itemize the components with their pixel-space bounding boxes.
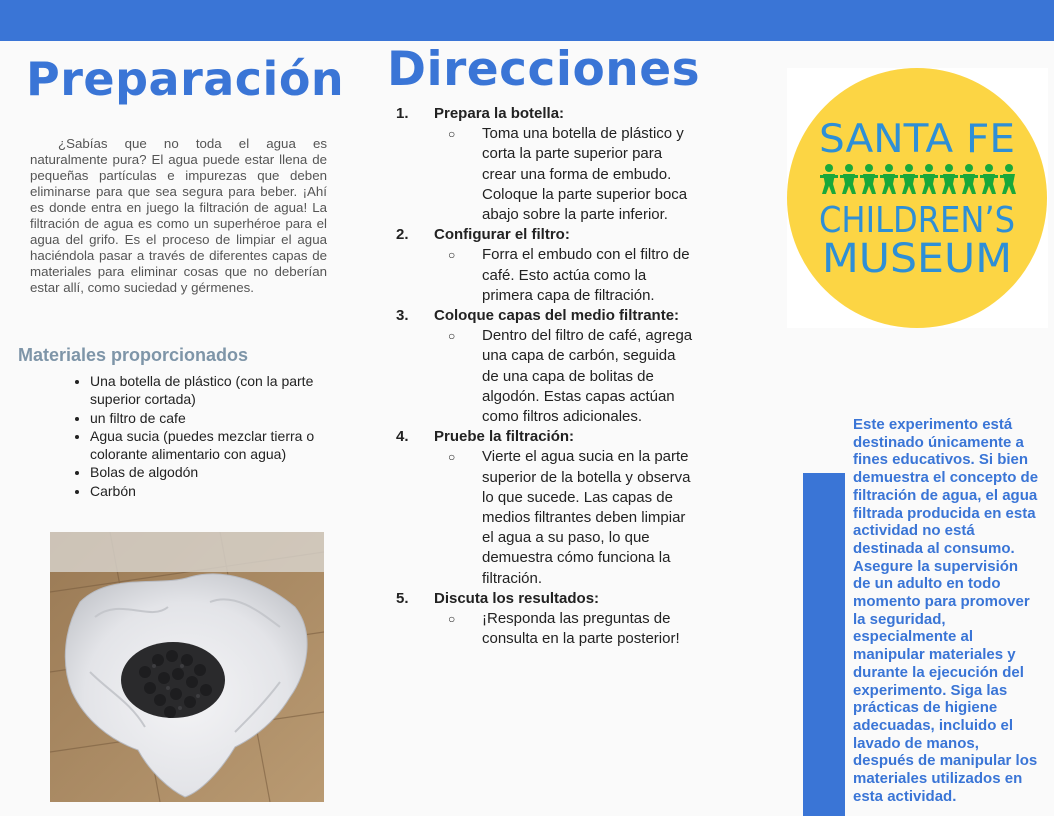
step-item xyxy=(396,427,696,589)
list-item: • Bolas de algodón xyxy=(90,463,325,481)
step-title: Coloque capas del medio filtrante: xyxy=(434,307,680,325)
accent-bar xyxy=(803,473,845,816)
materials-heading: Materiales proporcionados xyxy=(18,345,249,365)
list-item: • Una botella de plástico (con la parte superior cortada) xyxy=(90,372,325,409)
step-detail: Vierte el agua sucia en la parte superior de la botella y observa lo que sucede. Las capas de medios filtrantes deben limpiar el agua a su paso, lo que demuestra cómo funciona la filtración. xyxy=(482,448,691,587)
list-item: • Carbón xyxy=(90,482,325,500)
step-number: 2. xyxy=(396,226,409,244)
step-detail: Forra el embudo con el filtro de café. Esto actúa como la primera capa de filtración. xyxy=(482,246,690,304)
step-item xyxy=(396,306,696,427)
step-detail: Toma una botella de plástico y corta la parte superior para crear una forma de embudo. Coloque la parte superior boca abajo sobre la parte inferior. xyxy=(482,125,688,224)
logo-circle xyxy=(787,68,1047,328)
step-detail: Dentro del filtro de café, agrega una capa de carbón, seguida de una capa de bolitas de algodón. Estas capas actúan como filtros adicionales. xyxy=(482,327,693,426)
step-number: 1. xyxy=(396,105,409,122)
safety-disclaimer: Este experimento está destinado únicamente a fines educativos. Si bien demuestra el concepto de filtración de agua, el agua filtrada producida en esta actividad no está destinada al consumo. Asegure la supervisión de un adulto en todo momento para promover la seguridad, especialmente al manipular materiales y durante la ejecución del experimento. Siga las prácticas de higiene adecuadas, incluido el lavado de manos, después de manipular los materiales utilizados en esta actividad. xyxy=(853,416,1039,805)
directions-steps xyxy=(396,104,696,649)
step-title: Configurar el filtro: xyxy=(434,226,570,244)
step-item xyxy=(396,104,696,225)
top-banner xyxy=(0,0,1054,41)
museum-logo xyxy=(787,68,1048,328)
directions-heading: Direcciones xyxy=(387,42,701,97)
step-title: Pruebe la filtración: xyxy=(434,428,575,446)
list-item: • Agua sucia (puedes mezclar tierra o colorante alimentario con agua) xyxy=(90,427,325,464)
circle-bullet-icon: ○ xyxy=(448,612,456,627)
logo-text-line2: CHILDREN’S xyxy=(819,200,1015,241)
circle-bullet-icon: ○ xyxy=(448,248,456,263)
circle-bullet-icon: ○ xyxy=(448,450,456,465)
step-title: Discuta los resultados: xyxy=(434,589,600,607)
step-item xyxy=(396,589,696,650)
step-number: 5. xyxy=(396,589,409,607)
step-number: 3. xyxy=(396,307,409,325)
logo-text-line1: SANTA FE xyxy=(819,117,1015,162)
step-number: 4. xyxy=(396,428,409,446)
preparation-intro: ¿Sabías que no toda el agua es naturalmente pura? El agua puede estar llena de pequeñas partículas e impurezas que deben eliminarse para que sea segura para beber. ¡Ahí es donde entra en juego la filtración de agua! La filtración de agua es como un superhéroe para el agua del grifo. Es el proceso de limpiar el agua haciéndola pasar a través de diferentes capas de materiales para eliminar cosas que no deberían estar allí, como suciedad y gérmenes. xyxy=(30,136,327,295)
step-item xyxy=(396,225,696,306)
coffee-filter-photo xyxy=(50,532,324,802)
step-detail: ¡Responda las preguntas de consulta en la parte posterior! xyxy=(482,610,680,648)
materials-list xyxy=(60,372,325,500)
step-title: Prepara la botella: xyxy=(434,105,565,122)
preparation-heading: Preparación xyxy=(26,52,345,106)
logo-text-line3: MUSEUM xyxy=(822,236,1012,282)
list-item: • un filtro de cafe xyxy=(90,409,325,427)
circle-bullet-icon: ○ xyxy=(448,127,456,142)
circle-bullet-icon: ○ xyxy=(448,329,456,344)
